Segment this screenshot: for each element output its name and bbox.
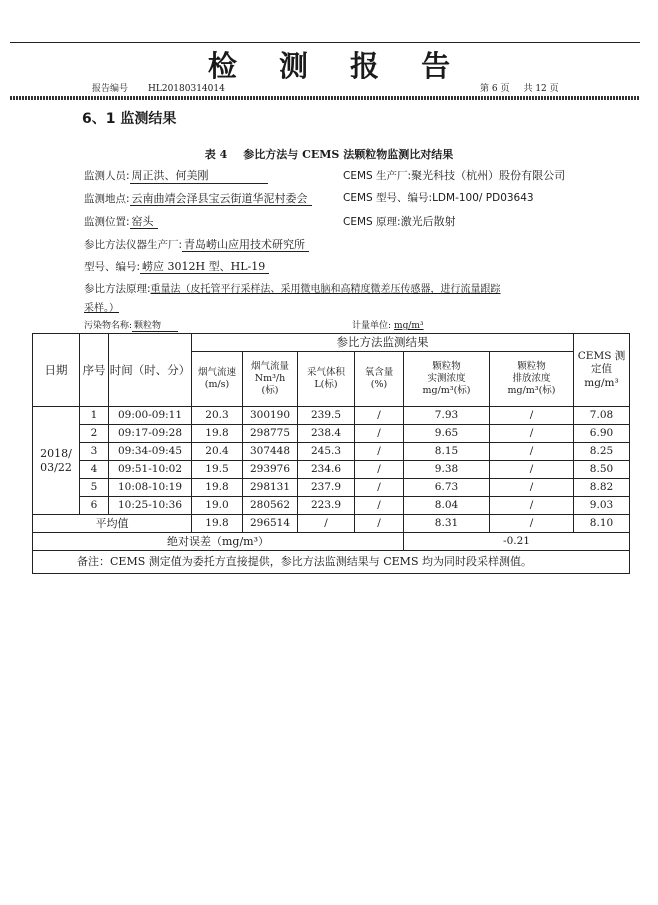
- cell-seq: 1: [80, 407, 109, 425]
- staff-label: 监测人员:: [84, 170, 130, 182]
- cell-emission: /: [490, 461, 574, 479]
- cell-emission: /: [490, 407, 574, 425]
- info-cems-maker: [343, 167, 565, 183]
- cell-seq: 3: [80, 443, 109, 461]
- cell-flow: 280562: [243, 497, 298, 515]
- info-ref-model: [84, 258, 269, 274]
- cell-measured: 8.15: [404, 443, 490, 461]
- header-measured-label-2: 实测浓度: [427, 373, 466, 385]
- header-measured-label: 颗粒物: [432, 361, 461, 373]
- cell-measured: 9.38: [404, 461, 490, 479]
- ref-maker-label: 参比方法仪器生产厂:: [84, 239, 183, 251]
- date-line-2: 03/22: [40, 460, 72, 474]
- header-volume-label: 采气体积: [306, 367, 345, 379]
- cell-volume: 223.9: [298, 497, 355, 515]
- header-emission-label: 颗粒物: [517, 361, 546, 373]
- info-ref-maker: [84, 236, 309, 252]
- ref-principle-label: 参比方法原理:: [84, 283, 151, 295]
- cems-model-value: LDM-100/ PD03643: [432, 192, 534, 204]
- cell-oxygen: /: [355, 407, 404, 425]
- header-time: 时间（时、分）: [109, 334, 192, 407]
- info-unit: [352, 318, 424, 331]
- table-row: [33, 497, 630, 515]
- table-row: [33, 443, 630, 461]
- cell-seq: 4: [80, 461, 109, 479]
- cell-cems: 8.25: [574, 443, 630, 461]
- cell-time: 09:51-10:02: [109, 461, 192, 479]
- avg-emission: /: [490, 515, 574, 533]
- header-measured: [404, 352, 490, 407]
- section-title: 6、1 监测结果: [82, 111, 177, 127]
- table-row: [33, 479, 630, 497]
- table-header-row-1: [33, 334, 630, 352]
- absolute-error-value: -0.21: [404, 533, 630, 551]
- table-caption-text: 参比方法与 CEMS 法颗粒物监测比对结果: [243, 148, 454, 161]
- header-emission-label-2: 排放浓度: [512, 373, 551, 385]
- cell-oxygen: /: [355, 443, 404, 461]
- page-total: 共 12 页: [523, 84, 559, 94]
- header-measured-unit: mg/m³(标): [422, 384, 471, 396]
- info-cems-principle: [343, 213, 456, 229]
- avg-oxygen: /: [355, 515, 404, 533]
- avg-volume: /: [298, 515, 355, 533]
- info-pollutant: [84, 318, 178, 332]
- cell-volume: 238.4: [298, 425, 355, 443]
- header-flow-unit2: (标): [261, 384, 279, 396]
- cems-maker-value: 聚光科技（杭州）股份有限公司: [411, 169, 566, 182]
- cell-velocity: 20.4: [192, 443, 243, 461]
- header-velocity-label: 烟气流速: [197, 367, 236, 379]
- cell-velocity: 19.5: [192, 461, 243, 479]
- info-site: [84, 190, 312, 206]
- cell-cems: 8.82: [574, 479, 630, 497]
- cell-flow: 307448: [243, 443, 298, 461]
- cell-velocity: 19.8: [192, 479, 243, 497]
- cell-time: 10:08-10:19: [109, 479, 192, 497]
- ref-maker-value: 青岛崂山应用技术研究所: [182, 238, 309, 252]
- site-value: 云南曲靖会泽县宝云街道华泥村委会: [130, 192, 312, 206]
- date-line-1: 2018/: [40, 446, 72, 460]
- cell-time: 09:00-09:11: [109, 407, 192, 425]
- top-rule: [10, 42, 640, 43]
- ref-principle-value-cont: 采样。）: [84, 303, 119, 314]
- header-oxygen-label: 氧含量: [364, 367, 394, 379]
- note-text: 备注：CEMS 测定值为委托方直接提供，参比方法监测结果与 CEMS 均为同时段采样测值。: [33, 551, 630, 574]
- cell-velocity: 20.3: [192, 407, 243, 425]
- cems-principle-value: 激光后散射: [400, 215, 456, 228]
- cell-oxygen: /: [355, 425, 404, 443]
- info-ref-principle: [84, 280, 501, 296]
- absolute-error-label: 绝对误差（mg/m³）: [33, 533, 404, 551]
- cell-volume: 234.6: [298, 461, 355, 479]
- header-cems-unit: mg/m³: [584, 376, 619, 389]
- header-flow-label: 烟气流量: [250, 361, 289, 373]
- cell-measured: 9.65: [404, 425, 490, 443]
- cell-emission: /: [490, 443, 574, 461]
- cell-oxygen: /: [355, 461, 404, 479]
- date-cell: [33, 407, 80, 515]
- cell-volume: 239.5: [298, 407, 355, 425]
- header-volume: [298, 352, 355, 407]
- cell-oxygen: /: [355, 479, 404, 497]
- header-cems: [574, 334, 630, 407]
- cell-oxygen: /: [355, 497, 404, 515]
- site-label: 监测地点:: [84, 193, 130, 205]
- header-velocity: [192, 352, 243, 407]
- comparison-table: [32, 333, 630, 574]
- ref-model-value: 崂应 3012H 型、HL-19: [140, 260, 269, 274]
- info-ref-principle-cont: [84, 299, 119, 314]
- report-number: [92, 81, 225, 94]
- cell-velocity: 19.8: [192, 425, 243, 443]
- info-staff: [84, 167, 268, 184]
- cell-cems: 7.08: [574, 407, 630, 425]
- cell-measured: 6.73: [404, 479, 490, 497]
- cems-principle-label: CEMS 原理:: [343, 216, 401, 228]
- position-value: 窑头: [130, 215, 158, 229]
- position-label: 监测位置:: [84, 216, 130, 228]
- absolute-error-row: [33, 533, 630, 551]
- average-label: 平均值: [33, 515, 192, 533]
- cell-time: 10:25-10:36: [109, 497, 192, 515]
- cell-flow: 300190: [243, 407, 298, 425]
- header-emission-unit: mg/m³(标): [507, 384, 556, 396]
- cell-seq: 6: [80, 497, 109, 515]
- cell-seq: 2: [80, 425, 109, 443]
- cell-time: 09:34-09:45: [109, 443, 192, 461]
- table-row: [33, 425, 630, 443]
- average-row: [33, 515, 630, 533]
- cell-cems: 8.50: [574, 461, 630, 479]
- pollutant-value: 颗粒物: [132, 318, 178, 332]
- header-oxygen-unit: (%): [370, 379, 388, 390]
- page-current: 第 6 页: [480, 84, 510, 94]
- header-seq: 序号: [80, 334, 109, 407]
- header-emission: [490, 352, 574, 407]
- cell-emission: /: [490, 479, 574, 497]
- header-oxygen: [355, 352, 404, 407]
- avg-measured: 8.31: [404, 515, 490, 533]
- cell-cems: 6.90: [574, 425, 630, 443]
- cell-measured: 7.93: [404, 407, 490, 425]
- table-row: [33, 407, 630, 425]
- cell-time: 09:17-09:28: [109, 425, 192, 443]
- cems-maker-label: CEMS 生产厂:: [343, 170, 412, 182]
- header-cems-label: CEMS 测定值: [577, 350, 626, 376]
- header-volume-unit: L(标): [314, 379, 338, 390]
- table-caption: [0, 146, 658, 162]
- avg-velocity: 19.8: [192, 515, 243, 533]
- cell-emission: /: [490, 425, 574, 443]
- cell-flow: 293976: [243, 461, 298, 479]
- header-reference-group: 参比方法监测结果: [192, 334, 574, 352]
- table-row: [33, 461, 630, 479]
- cell-volume: 245.3: [298, 443, 355, 461]
- report-number-label: 报告编号: [92, 84, 129, 94]
- table-caption-number: 表 4: [204, 148, 228, 161]
- report-title: 检 测 报 告: [207, 49, 467, 83]
- avg-cems: 8.10: [574, 515, 630, 533]
- header-flow-unit: Nm³/h: [254, 373, 286, 385]
- unit-label: 计量单位:: [352, 321, 392, 331]
- staff-value: 周正洪、何美刚: [130, 167, 268, 184]
- ref-principle-value: 重量法（皮托管平行采样法、采用微电脑和高精度微差压传感器，进行流量跟踪: [150, 284, 501, 295]
- unit-value: mg/m³: [394, 321, 424, 331]
- cell-emission: /: [490, 497, 574, 515]
- cell-flow: 298775: [243, 425, 298, 443]
- header-velocity-unit: (m/s): [204, 379, 230, 390]
- cell-volume: 237.9: [298, 479, 355, 497]
- pollutant-label: 污染物名称:: [84, 321, 133, 331]
- cell-cems: 9.03: [574, 497, 630, 515]
- cell-measured: 8.04: [404, 497, 490, 515]
- header-flow: [243, 352, 298, 407]
- header-divider: [10, 96, 640, 100]
- page-indicator: [480, 81, 559, 94]
- info-position: [84, 213, 158, 229]
- cell-seq: 5: [80, 479, 109, 497]
- avg-flow: 296514: [243, 515, 298, 533]
- info-cems-model: [343, 190, 534, 205]
- note-row: [33, 551, 630, 574]
- header-date: 日期: [33, 334, 80, 407]
- report-number-value: HL20180314014: [148, 84, 225, 94]
- cell-flow: 298131: [243, 479, 298, 497]
- cell-velocity: 19.0: [192, 497, 243, 515]
- ref-model-label: 型号、编号:: [84, 261, 141, 273]
- cems-model-label: CEMS 型号、编号:: [343, 192, 433, 204]
